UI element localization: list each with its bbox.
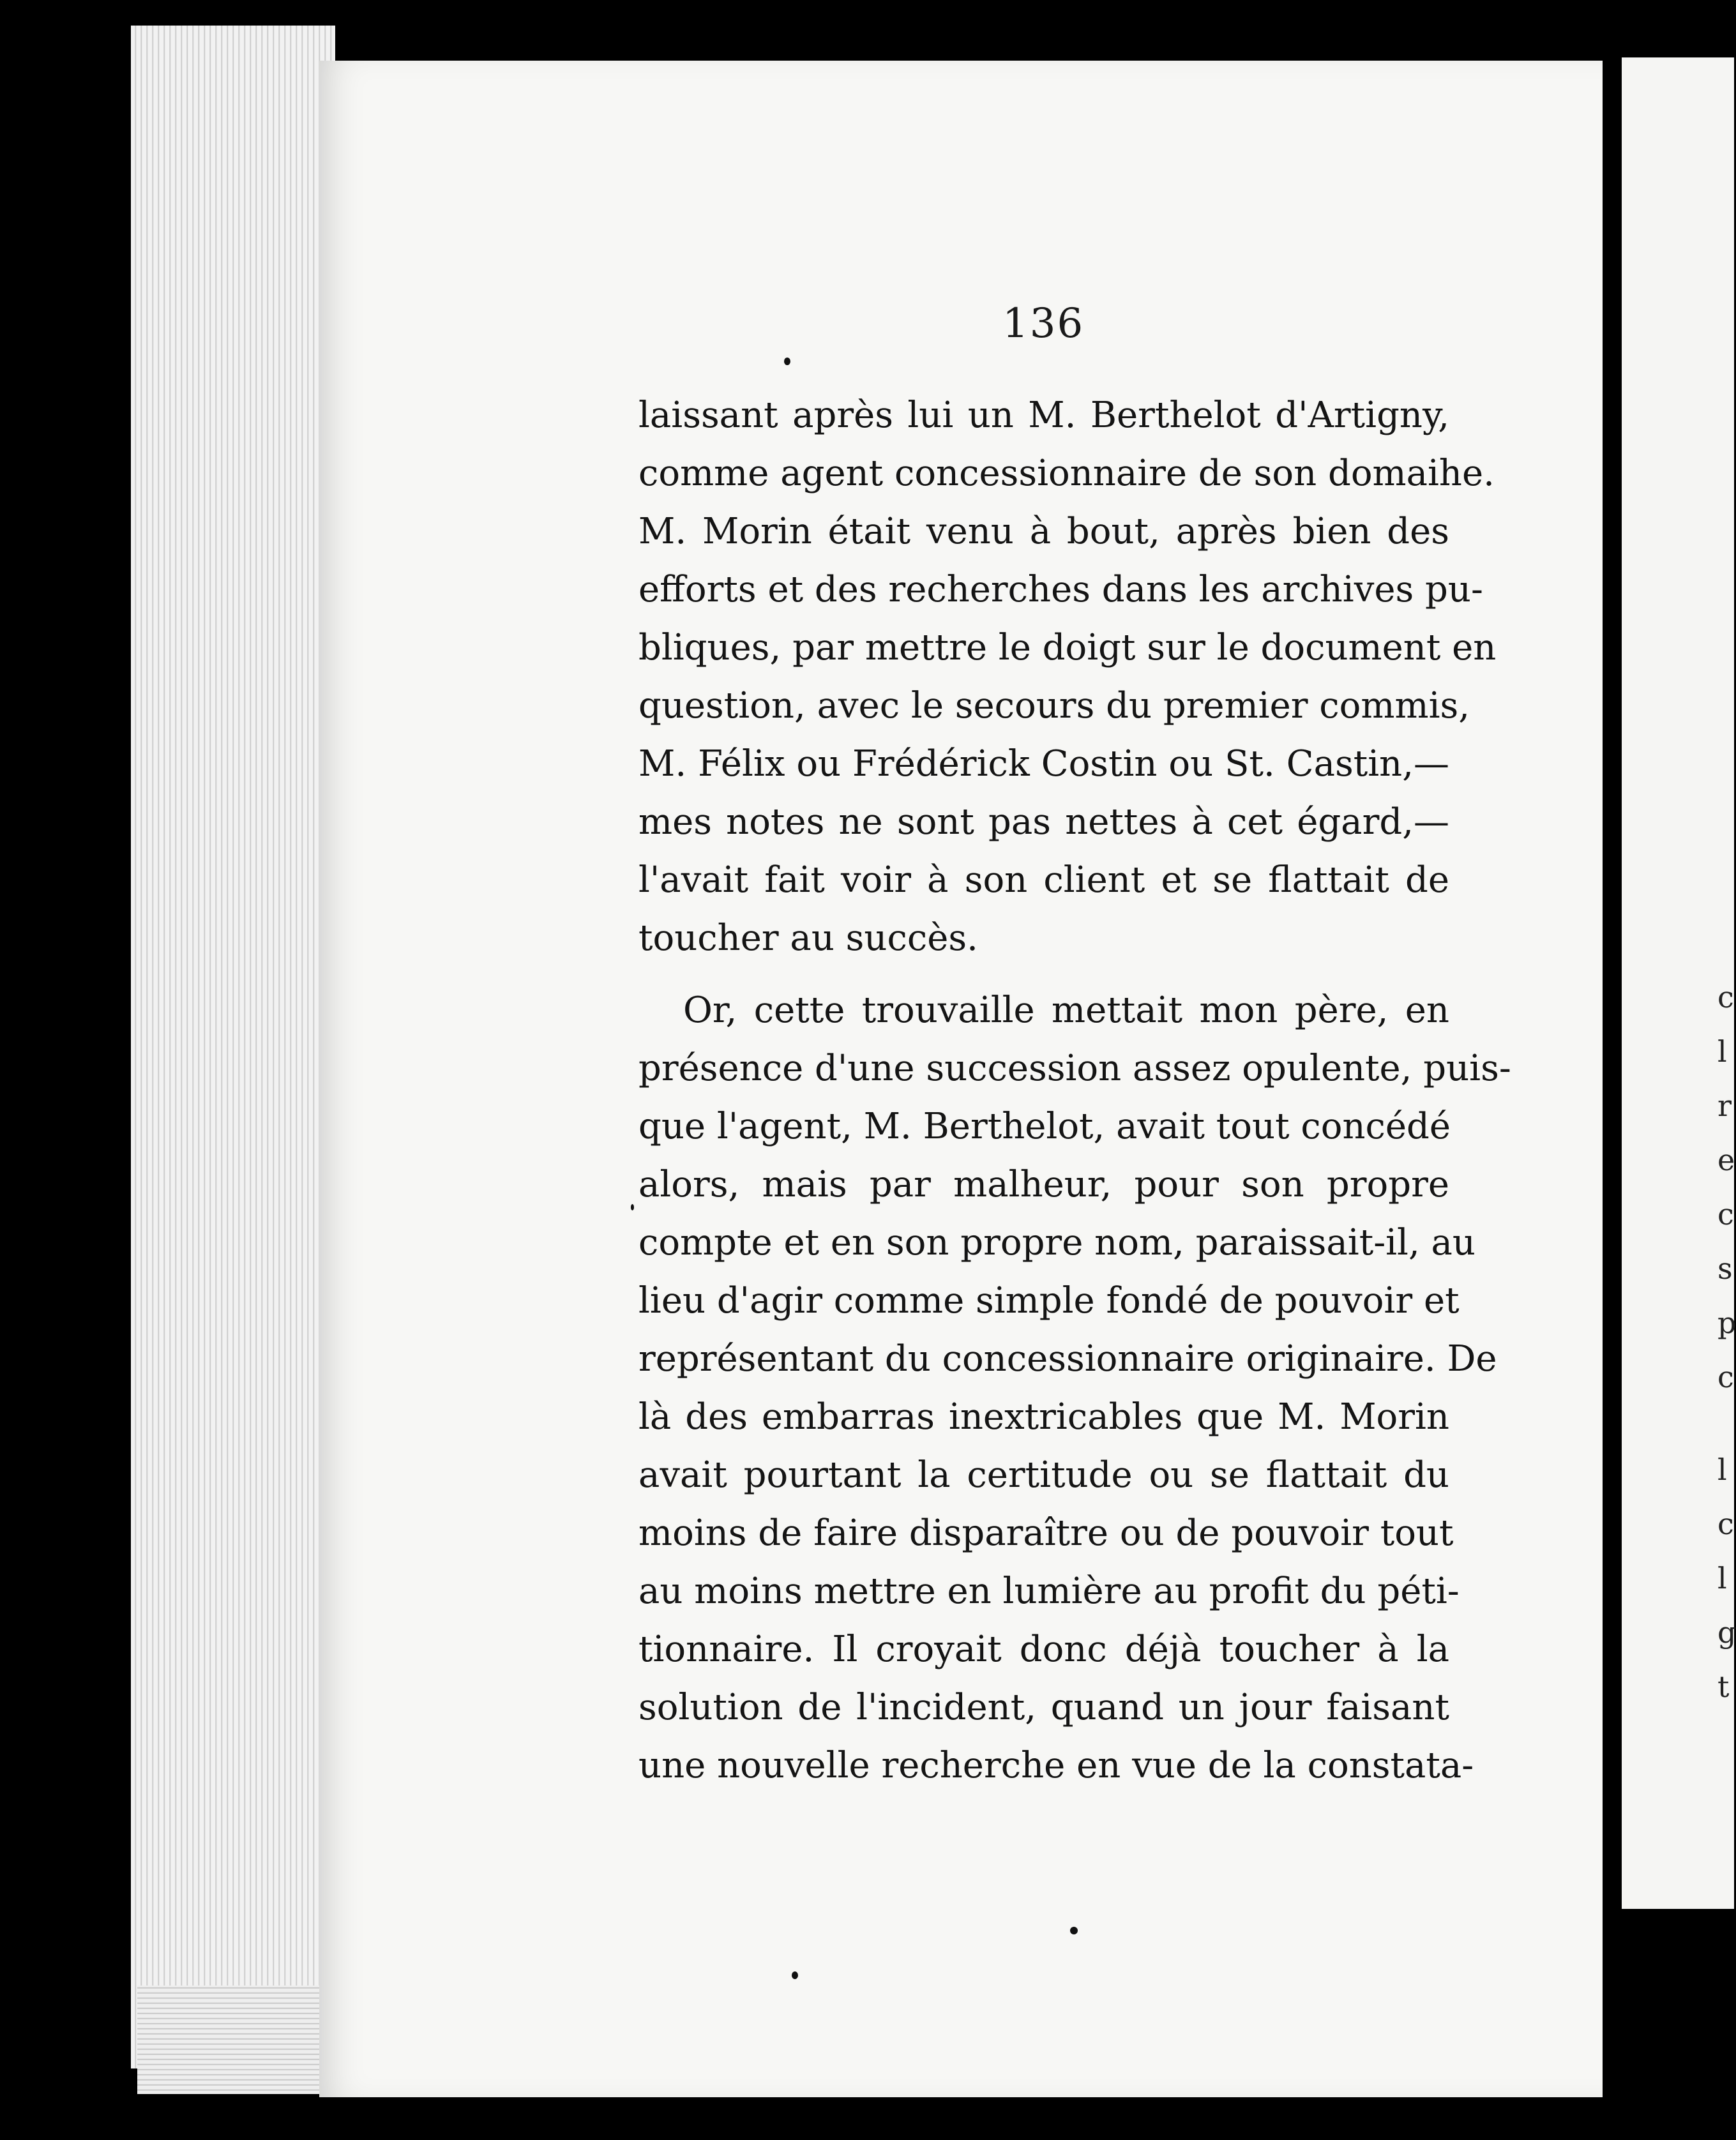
paragraph-1 — [638, 386, 1497, 967]
text-line: M. Morin était venu à bout, après bien des — [638, 511, 1449, 552]
scan-speck — [792, 1971, 798, 1979]
facing-fragment: c — [1717, 1507, 1734, 1541]
facing-fragment: l — [1717, 1561, 1727, 1595]
text-line: alors, mais par malheur, pour son propre — [638, 1164, 1449, 1205]
facing-fragment: e — [1717, 1143, 1735, 1177]
facing-fragment: c — [1717, 1197, 1734, 1232]
scan-speck — [1070, 1927, 1078, 1934]
text-line: toucher au succès. — [638, 917, 978, 959]
text-line: mes notes ne sont pas nettes à cet égard,— — [638, 801, 1449, 843]
text-line: tionnaire. Il croyait donc déjà toucher à la — [638, 1629, 1449, 1670]
text-line: efforts et des recherches dans les archives pu- — [638, 569, 1483, 610]
text-line: au moins mettre en lumière au profit du péti- — [638, 1571, 1460, 1612]
text-line: là des embarras inextricables que M. Morin — [638, 1396, 1449, 1438]
scan-speck — [784, 358, 790, 365]
text-line: compte et en son propre nom, paraissait-il, au — [638, 1222, 1476, 1263]
text-line: représentant du concessionnaire originaire. De — [638, 1338, 1497, 1380]
paragraph-2 — [638, 981, 1511, 1795]
text-line: l'avait fait voir à son client et se flattait de — [638, 859, 1449, 901]
text-line: comme agent concessionnaire de son domaihe. — [638, 453, 1495, 494]
text-line: une nouvelle recherche en vue de la constata- — [638, 1745, 1474, 1786]
text-line: lieu d'agir comme simple fondé de pouvoir et — [638, 1280, 1460, 1322]
scan-speck — [631, 1204, 634, 1210]
facing-fragment: c — [1717, 1360, 1734, 1394]
book-page-edges — [131, 26, 335, 2068]
book-page-edges-bottom — [137, 1986, 348, 2094]
text-line: avait pourtant la certitude ou se flattait du — [638, 1454, 1449, 1496]
page-number: 136 — [1002, 300, 1085, 347]
text-line: Or, cette trouvaille mettait mon père, en — [683, 990, 1449, 1031]
text-line: solution de l'incident, quand un jour faisant — [638, 1687, 1449, 1728]
text-line: présence d'une succession assez opulente, puis- — [638, 1048, 1511, 1089]
facing-fragment: l — [1717, 1452, 1727, 1487]
text-line: bliques, par mettre le doigt sur le document en — [638, 627, 1497, 668]
text-line: M. Félix ou Frédérick Costin ou St. Castin,— — [638, 743, 1449, 785]
facing-page-fragments — [1717, 970, 1734, 1714]
facing-fragment: r — [1717, 1089, 1732, 1123]
facing-fragment: t — [1717, 1669, 1730, 1704]
text-line: moins de faire disparaître ou de pouvoir tout — [638, 1512, 1454, 1554]
text-line: question, avec le secours du premier commis, — [638, 685, 1470, 727]
facing-fragment: p — [1717, 1306, 1736, 1340]
facing-fragment: s — [1717, 1251, 1733, 1286]
text-line: que l'agent, M. Berthelot, avait tout concédé — [638, 1106, 1451, 1147]
text-line: laissant après lui un M. Berthelot d'Artigny, — [638, 395, 1449, 436]
facing-fragment: c — [1717, 980, 1734, 1014]
facing-fragment: g — [1717, 1615, 1736, 1650]
body-text — [638, 386, 1511, 1795]
facing-fragment: l — [1717, 1034, 1727, 1069]
